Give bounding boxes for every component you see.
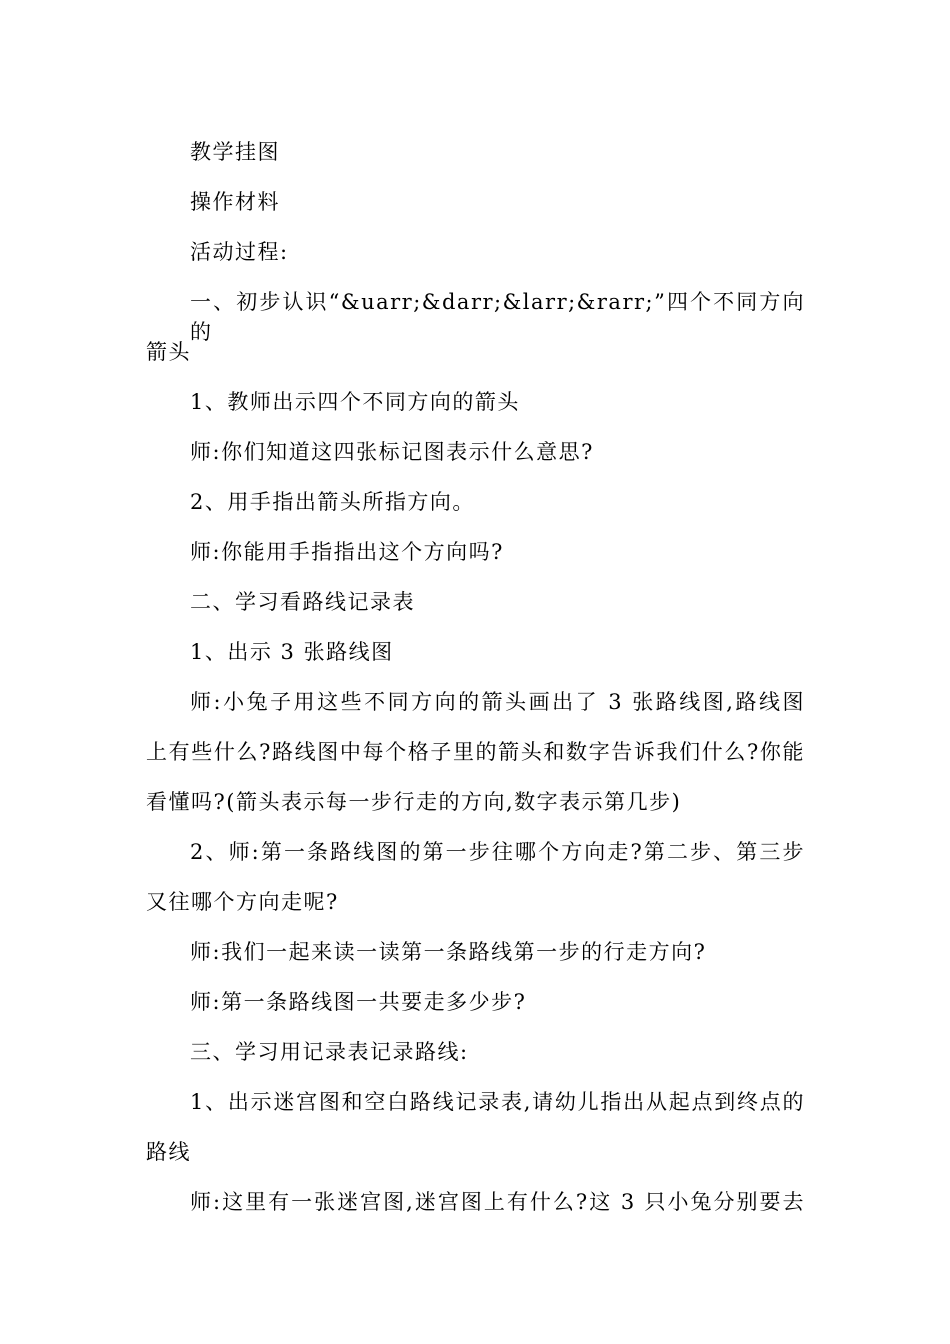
text-line-3: 活动过程: [190,240,289,264]
text-line-5: 箭头 [146,340,191,364]
text-line-2: 操作材料 [190,190,280,214]
text-line-10: 二、学习看路线记录表 [190,590,415,614]
text-line-9: 师:你能用手指指出这个方向吗? [190,540,504,564]
text-line-17: 师:我们一起来读一读第一条路线第一步的行走方向? [190,940,707,964]
text-line-14: 看懂吗?(箭头表示每一步行走的方向,数字表示第几步) [146,790,682,814]
text-line-6: 1、教师出示四个不同方向的箭头 [190,390,520,414]
text-line-4: 一、初步认识“&uarr;&darr;&larr;&rarr;”四个不同方向的 [190,290,805,344]
text-line-22: 师:这里有一张迷宫图,迷宫图上有什么?这 3 只小兔分别要去 [190,1190,805,1214]
text-line-18: 师:第一条路线图一共要走多少步? [190,990,527,1014]
text-line-21: 路线 [146,1140,191,1164]
text-line-8: 2、用手指出箭头所指方向。 [190,490,475,514]
text-line-16: 又往哪个方向走呢? [146,890,339,914]
text-line-20: 1、出示迷宫图和空白路线记录表,请幼儿指出从起点到终点的 [190,1090,805,1114]
text-line-11: 1、出示 3 张路线图 [190,640,394,664]
text-line-15: 2、师:第一条路线图的第一步往哪个方向走?第二步、第三步 [190,840,805,864]
text-line-19: 三、学习用记录表记录路线: [190,1040,469,1064]
text-line-1: 教学挂图 [190,140,280,164]
text-line-7: 师:你们知道这四张标记图表示什么意思? [190,440,594,464]
text-line-12: 师:小兔子用这些不同方向的箭头画出了 3 张路线图,路线图 [190,690,805,714]
text-line-13: 上有些什么?路线图中每个格子里的箭头和数字告诉我们什么?你能 [146,740,805,764]
